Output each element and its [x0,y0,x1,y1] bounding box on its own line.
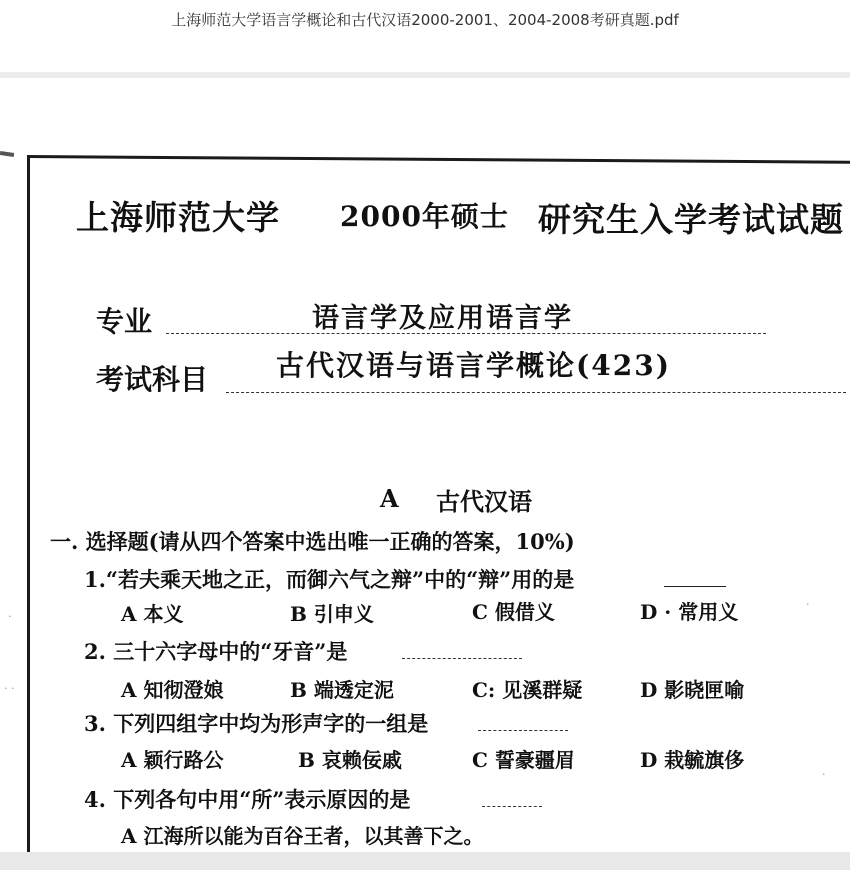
scan-noise: · [8,610,12,623]
subject-label: 考试科目 [96,363,209,396]
question-3-stem: 3. 下列四组字中均为形声字的一组是 [84,711,429,736]
question-2-option-b: B 端透定泥 [290,678,394,702]
question-3-option-b: B 哀赖佞戚 [298,748,402,772]
viewer-footer [0,852,850,870]
viewer-header [0,0,850,73]
question-2-option-c: C: 见溪群疑 [472,678,583,702]
answer-blank [482,806,542,807]
question-4-option-a: A 江海所以能为百谷王者，以其善下之。 [121,824,484,848]
answer-blank [402,658,522,659]
section-letter: A [380,484,399,513]
section-name: 古代汉语 [436,487,532,516]
answer-blank [664,586,726,587]
frame-left-line [27,156,30,852]
question-2-stem: 2. 三十六字母中的“牙音”是 [84,639,348,664]
frame-top-line [27,155,850,164]
question-3-option-c: C 誓豪疆眉 [472,748,575,772]
part-one-heading: 一. 选择题(请从四个答案中选出唯一正确的答案，10%) [50,529,575,554]
question-1-option-b: B 引申义 [290,602,374,626]
question-1-stem: 1.“若夫乘天地之正，而御六气之辩”中的“辩”用的是 [84,567,575,592]
exam-university: 上海师范大学 [76,198,280,237]
question-3-option-d: D 栽毓旗侈 [640,748,745,772]
subject-value: 古代汉语与语言学概论(423) [276,349,671,382]
major-label: 专业 [96,305,153,338]
answer-blank [478,730,568,731]
question-2-option-a: A 知彻澄娘 [121,678,224,702]
question-1-option-d: D · 常用义 [640,600,739,624]
scan-noise: · · [4,682,15,695]
question-4-stem: 4. 下列各句中用“所”表示原因的是 [84,787,411,812]
question-1-option-a: A 本义 [121,602,184,626]
question-2-option-d: D 影晓匣喻 [640,678,745,702]
scan-noise: · [806,598,810,611]
scanned-exam-sheet [0,78,850,852]
document-title: 上海师范大学语言学概论和古代汉语2000-2001、2004-2008考研真题.pdf [171,11,679,29]
scan-mark [0,151,14,157]
question-3-option-a: A 颖行路公 [121,748,224,772]
pdf-page [0,78,850,852]
exam-name: 研究生入学考试试题 [538,200,844,239]
subject-underline [226,392,846,393]
exam-year-degree: 2000年硕士 [340,200,509,233]
question-1-option-c: C 假借义 [472,600,555,624]
major-value: 语言学及应用语言学 [312,303,573,334]
scan-noise: · [822,768,826,781]
